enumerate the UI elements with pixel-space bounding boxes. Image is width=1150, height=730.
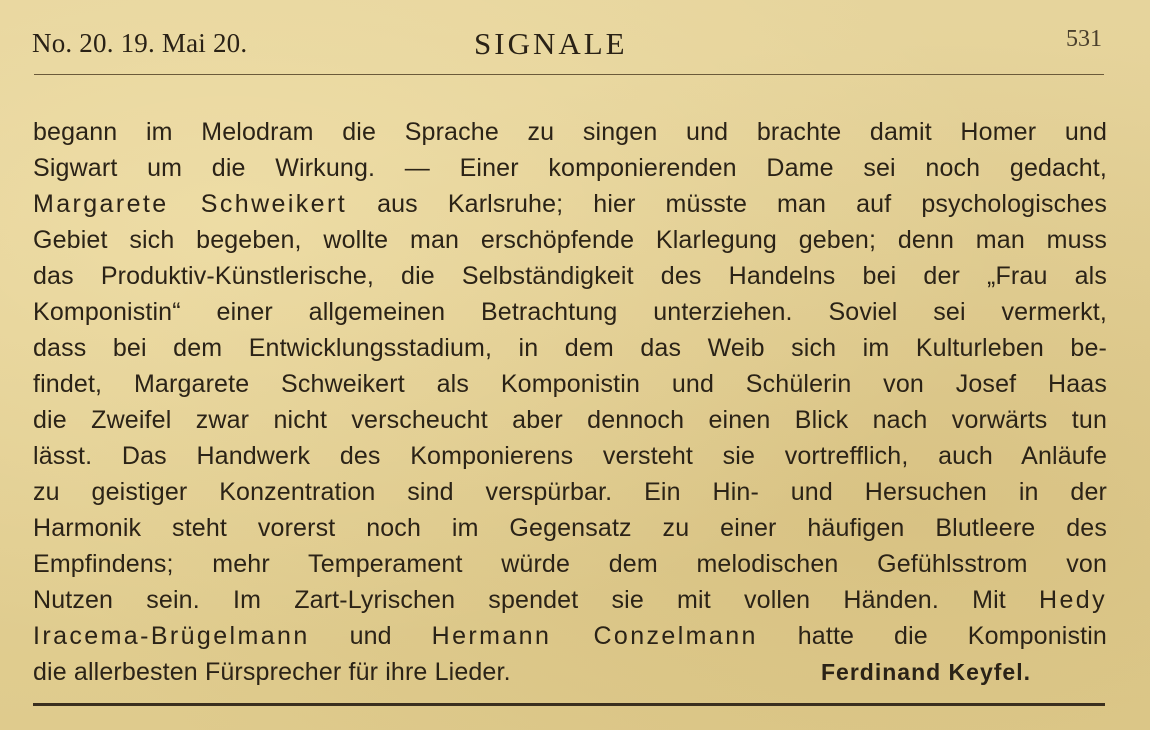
footer-rule [33,703,1105,706]
text-line: Harmonik steht vorerst noch im Gegensatz zu einer häufigen Blutleere des [33,514,1107,542]
text-line [33,618,1107,654]
issue-date: No. 20. 19. Mai 20. [32,28,248,58]
text-line: Gebiet sich begeben, wollte man erschöpfende Klarlegung geben; denn man muss [33,226,1107,254]
masthead-title: SIGNALE [474,26,628,61]
article-body [33,114,1107,690]
text-line [33,654,1107,690]
name-spaced: Iracema-Brügelmann [33,622,310,650]
text-line [33,186,1107,222]
text-line: findet, Margarete Schweikert als Komponistin und Schülerin von Josef Haas [33,370,1107,398]
text-segment: aus Karlsruhe; hier müsste man auf psychologisches [347,190,1107,218]
text-line: begann im Melodram die Sprache zu singen und brachte damit Homer und [33,118,1107,146]
text-line: Empfindens; mehr Temperament würde dem melodischen Gefühlsstrom von [33,550,1107,578]
page-header [32,22,1104,66]
name-spaced: Hermann Conzelmann [431,622,758,650]
name-spaced: Margarete Schweikert [33,190,348,218]
page-number: 531 [1066,26,1102,52]
text-segment: Nutzen sein. Im Zart-Lyrischen spendet sie mit vollen Händen. Mit [33,586,1040,614]
name-spaced: Hedy [1039,586,1107,614]
text-line: Komponistin“ einer allgemeinen Betrachtung unterziehen. Soviel sei vermerkt, [33,298,1107,326]
text-segment: und [309,622,432,650]
text-segment: hatte die Komponistin [757,622,1107,650]
text-line: die Zweifel zwar nicht verscheucht aber dennoch einen Blick nach vorwärts tun [33,406,1107,434]
text-segment: die allerbesten Fürsprecher für ihre Lieder. [33,658,511,686]
text-line: Sigwart um die Wirkung. — Einer komponierenden Dame sei noch gedacht, [33,154,1107,182]
text-line: zu geistiger Konzentration sind verspürbar. Ein Hin- und Hersuchen in der [33,478,1107,506]
text-line [33,582,1107,618]
author-signature: Ferdinand Keyfel. [821,659,1031,685]
header-rule [34,74,1104,75]
text-line: lässt. Das Handwerk des Komponierens versteht sie vortrefflich, auch Anläufe [33,442,1107,470]
text-line: das Produktiv-Künstlerische, die Selbständigkeit des Handelns bei der „Frau als [33,262,1107,290]
text-line: dass bei dem Entwicklungsstadium, in dem das Weib sich im Kulturleben be- [33,334,1107,362]
